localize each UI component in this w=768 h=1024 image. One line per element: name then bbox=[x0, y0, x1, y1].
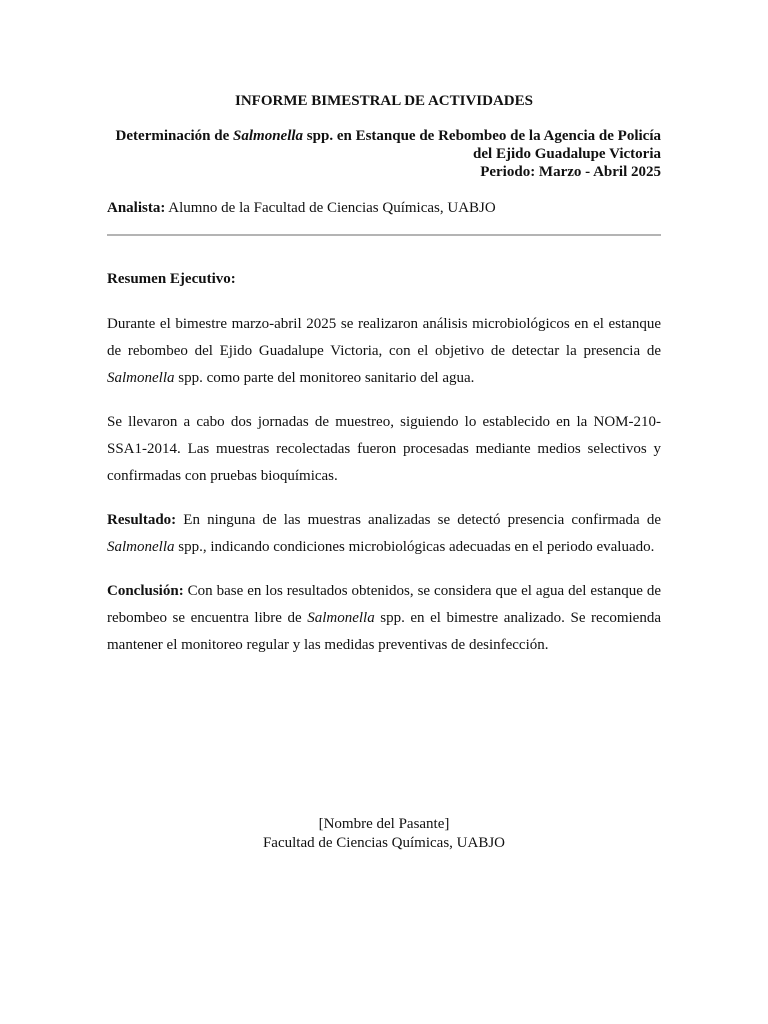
conclusion-organism: Salmonella bbox=[307, 610, 375, 626]
analyst-label: Analista: bbox=[107, 200, 166, 216]
conclusion-text-1: Con base en los resultados obtenidos, se considera que el agua del estanque de rebombeo se encuentra libre de bbox=[107, 583, 661, 626]
result-text-2: spp., indicando condiciones microbiológicas adecuadas en el periodo evaluado. bbox=[174, 539, 655, 555]
document-subtitle bbox=[107, 127, 661, 181]
period-line: Periodo: Marzo - Abril 2025 bbox=[480, 164, 661, 180]
signature-institution: Facultad de Ciencias Químicas, UABJO bbox=[262, 835, 506, 851]
p1-organism: Salmonella bbox=[107, 370, 175, 386]
p1-text-2: spp. como parte del monitoreo sanitario del agua. bbox=[174, 370, 475, 386]
conclusion-paragraph bbox=[107, 578, 661, 659]
result-text-1: En ninguna de las muestras analizadas se detectó presencia confirmada de bbox=[176, 512, 661, 528]
subtitle-organism: Salmonella bbox=[233, 128, 304, 144]
subtitle-line-2: del Ejido Guadalupe Victoria bbox=[473, 146, 661, 162]
analyst-line bbox=[107, 199, 661, 217]
horizontal-divider bbox=[107, 234, 661, 236]
result-organism: Salmonella bbox=[107, 539, 175, 555]
result-label: Resultado: bbox=[107, 512, 177, 528]
result-paragraph bbox=[107, 507, 661, 561]
signature-name: [Nombre del Pasante] bbox=[318, 816, 450, 832]
summary-heading: Resumen Ejecutivo: bbox=[107, 271, 236, 287]
summary-paragraph-2: Se llevaron a cabo dos jornadas de muestreo, siguiendo lo establecido en la NOM-210-SSA1-2014. Las muestras recolectadas fueron procesadas mediante medios selectivos y confirmadas con pruebas bioquímicas. bbox=[107, 414, 661, 484]
conclusion-text-2: spp. en el bimestre analizado. Se recomienda mantener el monitoreo regular y las medidas preventivas de desinfección. bbox=[107, 610, 661, 653]
subtitle-pre: Determinación de bbox=[115, 128, 234, 144]
conclusion-label: Conclusión: bbox=[107, 583, 184, 599]
document-title: INFORME BIMESTRAL DE ACTIVIDADES bbox=[235, 93, 533, 109]
subtitle-post: spp. en Estanque de Rebombeo de la Agencia de Policía bbox=[303, 128, 661, 144]
signature-block bbox=[107, 815, 661, 853]
subtitle-line-1 bbox=[107, 127, 661, 145]
analyst-value: Alumno de la Facultad de Ciencias Químicas, UABJO bbox=[165, 200, 496, 216]
p1-text-1: Durante el bimestre marzo-abril 2025 se realizaron análisis microbiológicos en el estanque de rebombeo del Ejido Guadalupe Victoria, con el objetivo de detectar la presencia de bbox=[107, 316, 661, 359]
summary-paragraph-1 bbox=[107, 311, 661, 392]
